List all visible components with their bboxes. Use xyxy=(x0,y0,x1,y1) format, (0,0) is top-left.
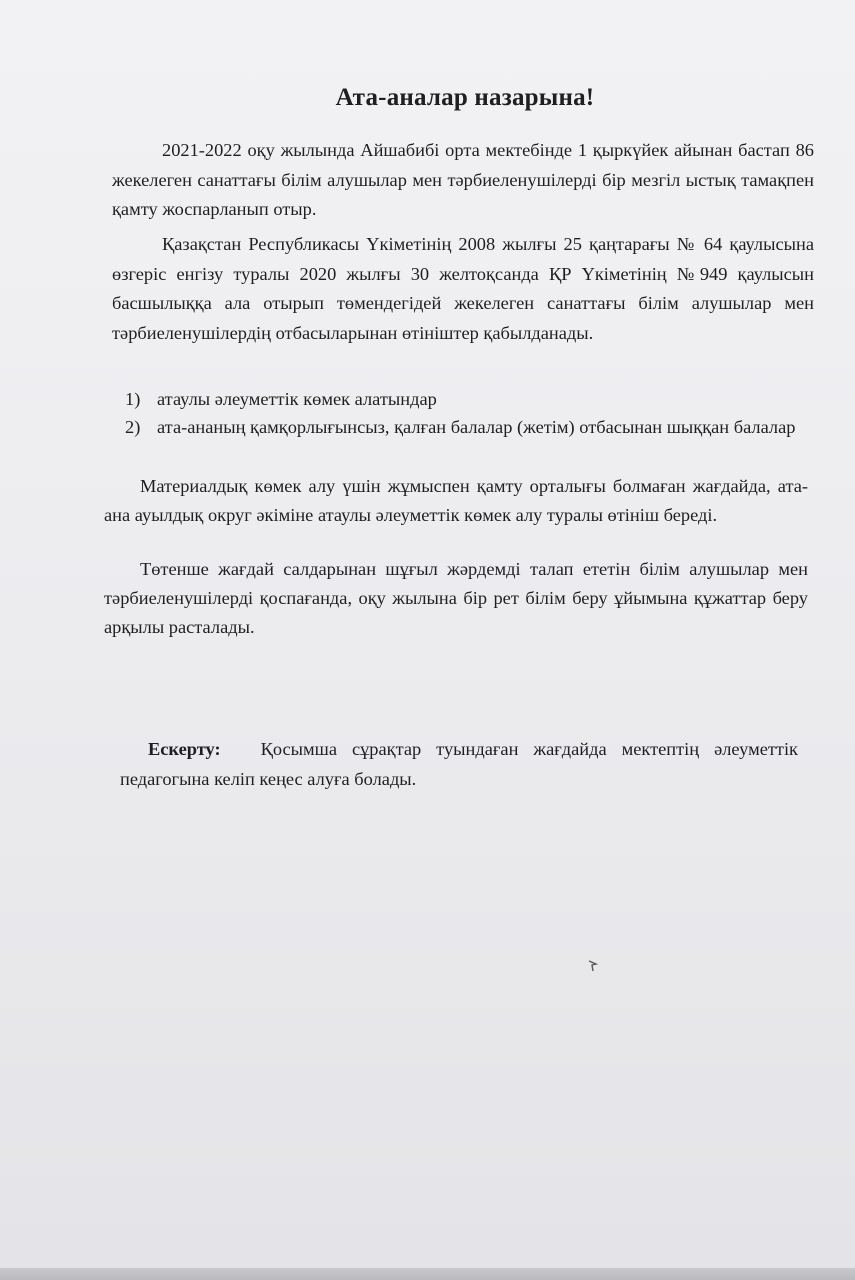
list-item xyxy=(125,386,805,414)
note-text: Қосымша сұрақтар туындаған жағдайда мектептің әлеуметтік педагогына келіп кеңес алуға болады. xyxy=(120,739,798,789)
category-list xyxy=(125,386,805,441)
paragraph-emergency: Төтенше жағдай салдарынан шұғыл жәрдемді талап ететін білім алушылар мен тәрбиеленушілерді қоспағанда, оқу жылына бір рет білім беру ұйымына құжаттар беру арқылы расталады. xyxy=(104,559,808,637)
ink-speck xyxy=(588,960,598,972)
list-item-text: ата-ананың қамқорлығынсыз, қалған балалар (жетім) отбасынан шыққан балалар xyxy=(157,416,796,437)
list-item-number: 1) xyxy=(125,389,141,409)
note-label: Ескерту: xyxy=(148,739,221,759)
paper-bottom-edge xyxy=(0,1268,855,1280)
paragraph-intro: 2021-2022 оқу жылында Айшабибі орта мектебінде 1 қыркүйек айынан бастап 86 жекелеген санаттағы білім алушылар мен тәрбиеленушілерді бір мезгіл ыстық тамақпен қамту жоспарланып отыр. xyxy=(112,140,814,219)
note xyxy=(120,734,798,794)
paragraph-regulation: Қазақстан Республикасы Үкіметінің 2008 жылғы 25 қаңтарағы № 64 қаулысына өзгеріс енгізу туралы 2020 жылғы 30 желтоқсанда ҚР Үкіметінің №949 қаулысын басшылыққа ала отырып төмендегідей жекелеген санаттағы білім алушылар мен тәрбиеленушілердің отбасыларынан өтініштер қабылданады. xyxy=(112,234,814,343)
page-title: Ата-аналар назарына! xyxy=(335,84,595,111)
list-item-text: атаулы әлеуметтік көмек алатындар xyxy=(157,389,437,409)
paragraph-material-aid: Материалдық көмек алу үшін жұмыспен қамту орталығы болмаған жағдайда, ата-ана ауылдық округ әкіміне атаулы әлеуметтік көмек алу туралы өтініш береді. xyxy=(104,476,808,525)
list-item-number: 2) xyxy=(125,416,141,437)
list-item xyxy=(125,414,805,442)
